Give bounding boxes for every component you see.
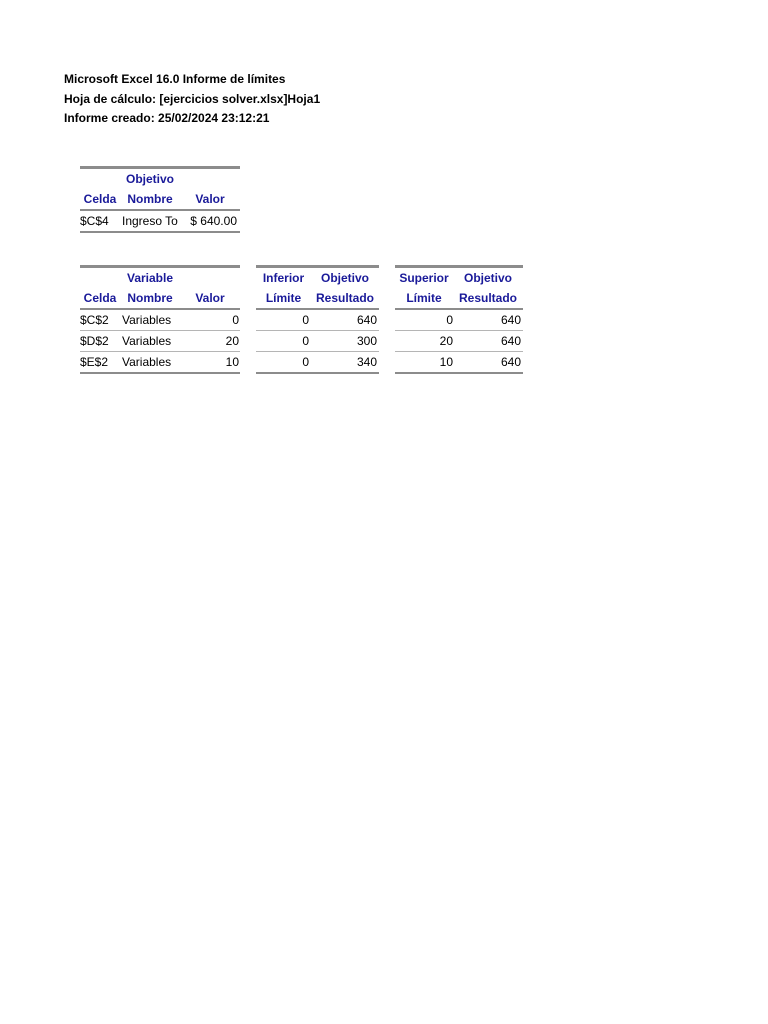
- table-row: [80, 211, 240, 233]
- upper-limit-table: [395, 265, 523, 374]
- table-row: [80, 352, 240, 374]
- header-cell: Celda: [83, 192, 117, 206]
- cell-result: 640: [500, 313, 521, 327]
- header-name: Nombre: [127, 291, 173, 305]
- header-result: Resultado: [315, 291, 374, 305]
- table-row: [395, 310, 523, 330]
- cell-name: Variables: [122, 334, 172, 348]
- cell-limit: 0: [302, 355, 309, 369]
- variable-group-header: Variable: [126, 271, 174, 285]
- cell-result: 640: [500, 334, 521, 348]
- cell-result: 340: [356, 355, 377, 369]
- table-row: [256, 331, 379, 351]
- objective-header-row: [80, 189, 240, 209]
- variable-header-row: [80, 288, 240, 308]
- report-created: Informe creado: 25/02/2024 23:12:21: [64, 111, 270, 125]
- header-objective: Objetivo: [463, 271, 512, 285]
- cell-name: Ingreso To: [122, 214, 178, 228]
- variable-table: [80, 265, 240, 374]
- objective-table: [80, 166, 240, 233]
- cell-name: Variables: [122, 313, 172, 327]
- header-objective: Objetivo: [320, 271, 369, 285]
- objective-group-header-row: [80, 169, 240, 189]
- cell-value: 10: [225, 355, 239, 369]
- cell-value: 0: [232, 313, 239, 327]
- header-limit: Límite: [406, 291, 442, 305]
- cell-ref: $C$4: [80, 214, 109, 228]
- cell-result: 300: [356, 334, 377, 348]
- table-row: [395, 331, 523, 351]
- header-upper: Superior: [399, 271, 449, 285]
- cell-ref: $C$2: [80, 313, 109, 327]
- table-row: [256, 352, 379, 374]
- lower-limit-table: [256, 265, 379, 374]
- cell-ref: $D$2: [80, 334, 109, 348]
- header-result: Resultado: [458, 291, 517, 305]
- cell-limit: 0: [302, 313, 309, 327]
- lower-header-bottom-row: [256, 288, 379, 308]
- upper-header-top-row: [395, 268, 523, 288]
- cell-value: $ 640.00: [190, 214, 237, 228]
- table-row: [256, 310, 379, 330]
- cell-limit: 0: [302, 334, 309, 348]
- header-name: Nombre: [127, 192, 173, 206]
- cell-value: 20: [225, 334, 239, 348]
- cell-name: Variables: [122, 355, 172, 369]
- cell-limit: 20: [439, 334, 453, 348]
- header-value: Valor: [195, 291, 225, 305]
- header-limit: Límite: [265, 291, 302, 305]
- header-value: Valor: [195, 192, 225, 206]
- upper-header-bottom-row: [395, 288, 523, 308]
- variable-group-header-row: [80, 268, 240, 288]
- report-header: [64, 70, 320, 129]
- lower-header-top-row: [256, 268, 379, 288]
- table-row: [395, 352, 523, 374]
- cell-limit: 10: [439, 355, 453, 369]
- cell-ref: $E$2: [80, 355, 109, 369]
- table-row: [80, 331, 240, 351]
- header-lower: Inferior: [262, 271, 305, 285]
- report-worksheet: Hoja de cálculo: [ejercicios solver.xlsx]Hoja1: [64, 91, 321, 106]
- header-cell: Celda: [83, 291, 117, 305]
- objective-group-header: Objetivo: [125, 172, 174, 186]
- cell-limit: 0: [446, 313, 453, 327]
- cell-result: 640: [356, 313, 377, 327]
- cell-result: 640: [500, 355, 521, 369]
- table-row: [80, 310, 240, 330]
- report-title: Microsoft Excel 16.0 Informe de límites: [64, 72, 286, 86]
